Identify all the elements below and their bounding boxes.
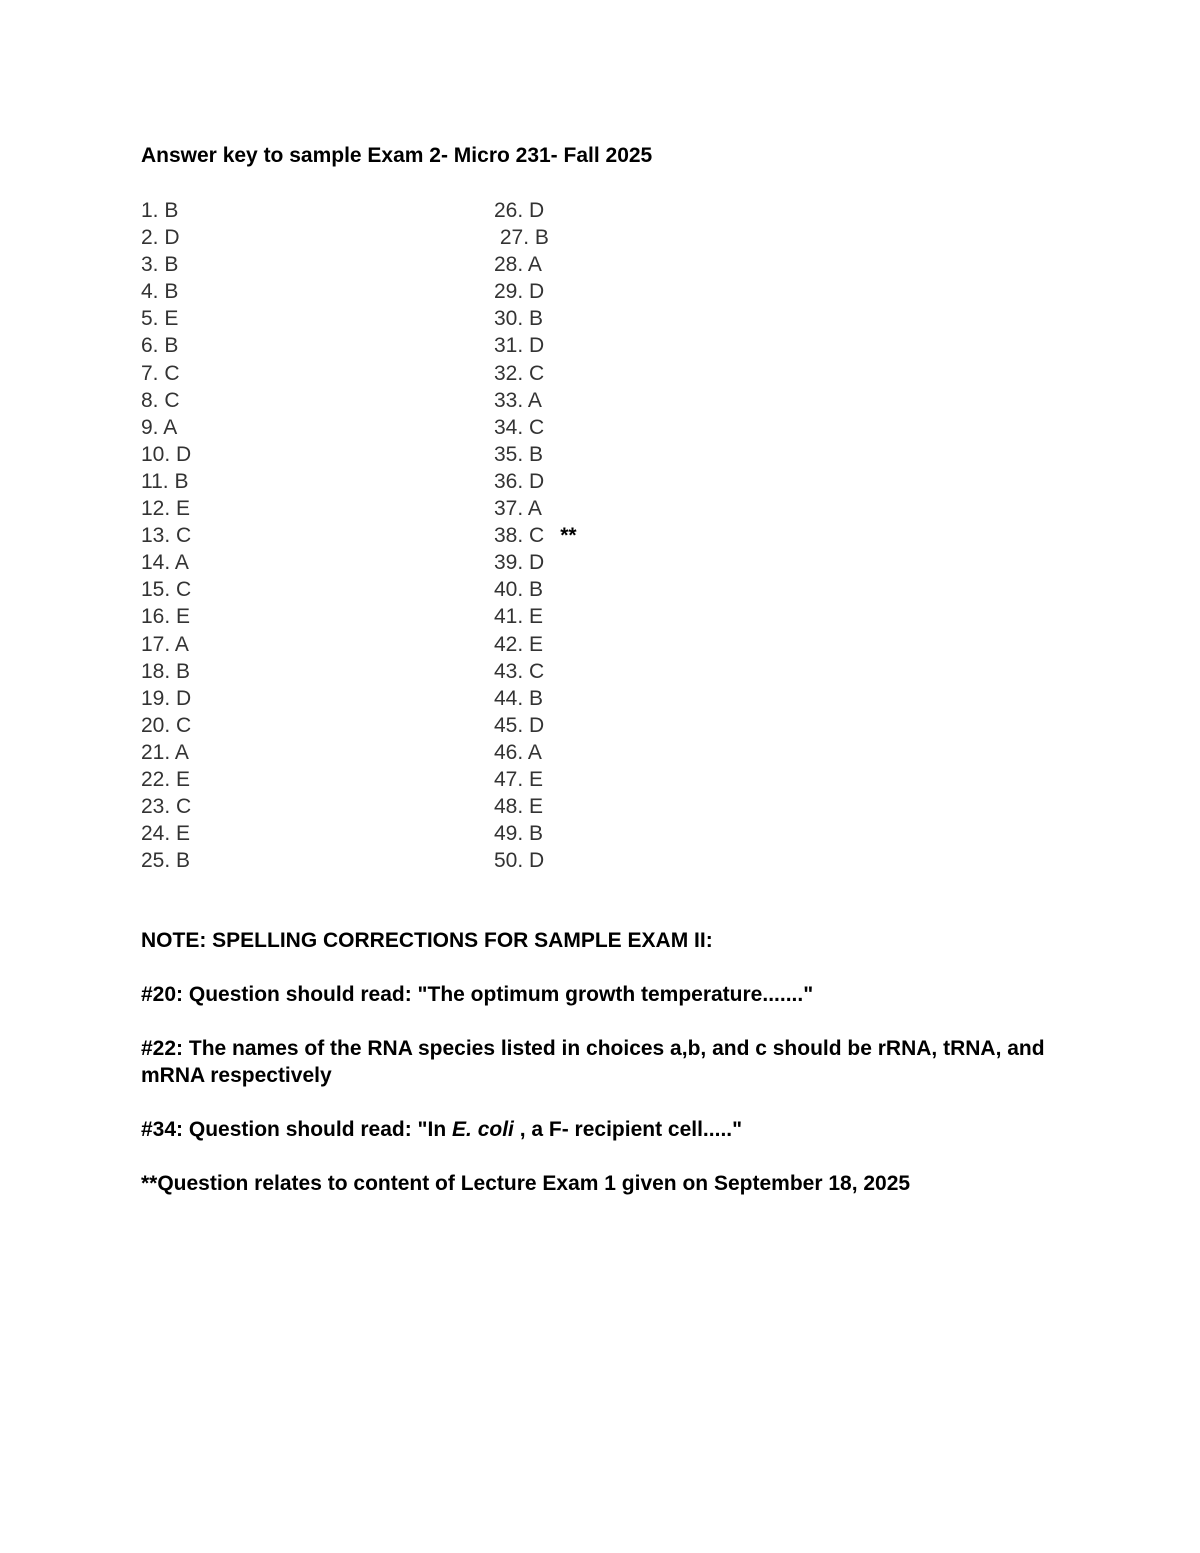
answer-item: 23. C [141, 795, 192, 819]
answer-item: 47. E [494, 767, 544, 791]
answer-item: 10. D [141, 442, 192, 466]
answer-item: 5. E [141, 307, 179, 331]
note-q20: #20: Question should read: "The optimum growth temperature......." [141, 983, 814, 1006]
note-q22: #22: The names of the RNA species listed in choices a,b, and c should be rRNA, tRNA, and mRNA respectively [141, 1037, 1045, 1087]
note-q34 [141, 1116, 1051, 1143]
answer-item: 28. A [494, 253, 542, 277]
answer-item: 3. B [141, 253, 179, 277]
answer-item: 14. A [141, 551, 189, 575]
answer-item: 19. D [141, 686, 192, 710]
flag-mark: ** [560, 524, 577, 548]
answer-item: 31. D [494, 334, 545, 358]
answer-item: 49. B [494, 822, 544, 846]
answer-column-left [141, 197, 361, 874]
answer-item: 11. B [141, 469, 189, 493]
answer-item: 9. A [141, 415, 178, 439]
note-q34-organism: E. coli [452, 1118, 514, 1141]
answer-item: 44. B [494, 686, 544, 710]
footnote: **Question relates to content of Lecture Exam 1 given on September 18, 2025 [141, 1172, 911, 1195]
note-q34-after: , a F- recipient cell....." [513, 1118, 743, 1141]
answer-item: 2. D [141, 226, 180, 250]
page-title: Answer key to sample Exam 2- Micro 231- Fall 2025 [141, 144, 653, 167]
answer-item: 35. B [494, 442, 544, 466]
answer-item: 43. C [494, 659, 545, 683]
answer-item: 6. B [141, 334, 179, 358]
answer-item: 15. C [141, 578, 192, 602]
answer-item: 26. D [494, 199, 545, 222]
note-q34-before: #34: Question should read: "In [141, 1118, 453, 1141]
answer-item: 45. D [494, 713, 545, 737]
answer-item: 48. E [494, 795, 544, 819]
answer-item: 16. E [141, 605, 191, 629]
answer-item: 29. D [494, 280, 545, 304]
notes-section [141, 927, 1051, 1224]
answer-item: 1. B [141, 199, 179, 222]
answer-item: 22. E [141, 767, 191, 791]
answer-item: 25. B [141, 849, 191, 873]
answer-item: 20. C [141, 713, 192, 737]
answer-item: 13. C [141, 524, 192, 548]
answer-item: 17. A [141, 632, 189, 656]
answer-item: 36. D [494, 469, 545, 493]
answer-item: 18. B [141, 659, 191, 683]
answer-item: 12. E [141, 497, 191, 521]
answer-item: 46. A [494, 740, 542, 764]
answer-item: 50. D [494, 849, 545, 873]
answer-item: 42. E [494, 632, 544, 656]
answer-item: 27. B [494, 226, 549, 250]
answer-item: 33. A [494, 388, 542, 412]
answer-item: 37. A [494, 497, 542, 521]
answer-item: 30. B [494, 307, 544, 331]
answer-item: 40. B [494, 578, 544, 602]
notes-heading: NOTE: SPELLING CORRECTIONS FOR SAMPLE EXAM II: [141, 929, 713, 952]
answer-item: 7. C [141, 361, 180, 385]
answer-item: 24. E [141, 822, 191, 846]
answer-item: 39. D [494, 551, 545, 575]
answer-item: 4. B [141, 280, 179, 304]
answer-item-flagged [494, 522, 714, 549]
answer-item-text: 38. C [494, 524, 545, 548]
answer-item: 32. C [494, 361, 545, 385]
answer-column-right [494, 197, 714, 874]
answer-item: 41. E [494, 605, 544, 629]
answer-item: 34. C [494, 415, 545, 439]
answer-item: 8. C [141, 388, 180, 412]
answer-item: 21. A [141, 740, 189, 764]
